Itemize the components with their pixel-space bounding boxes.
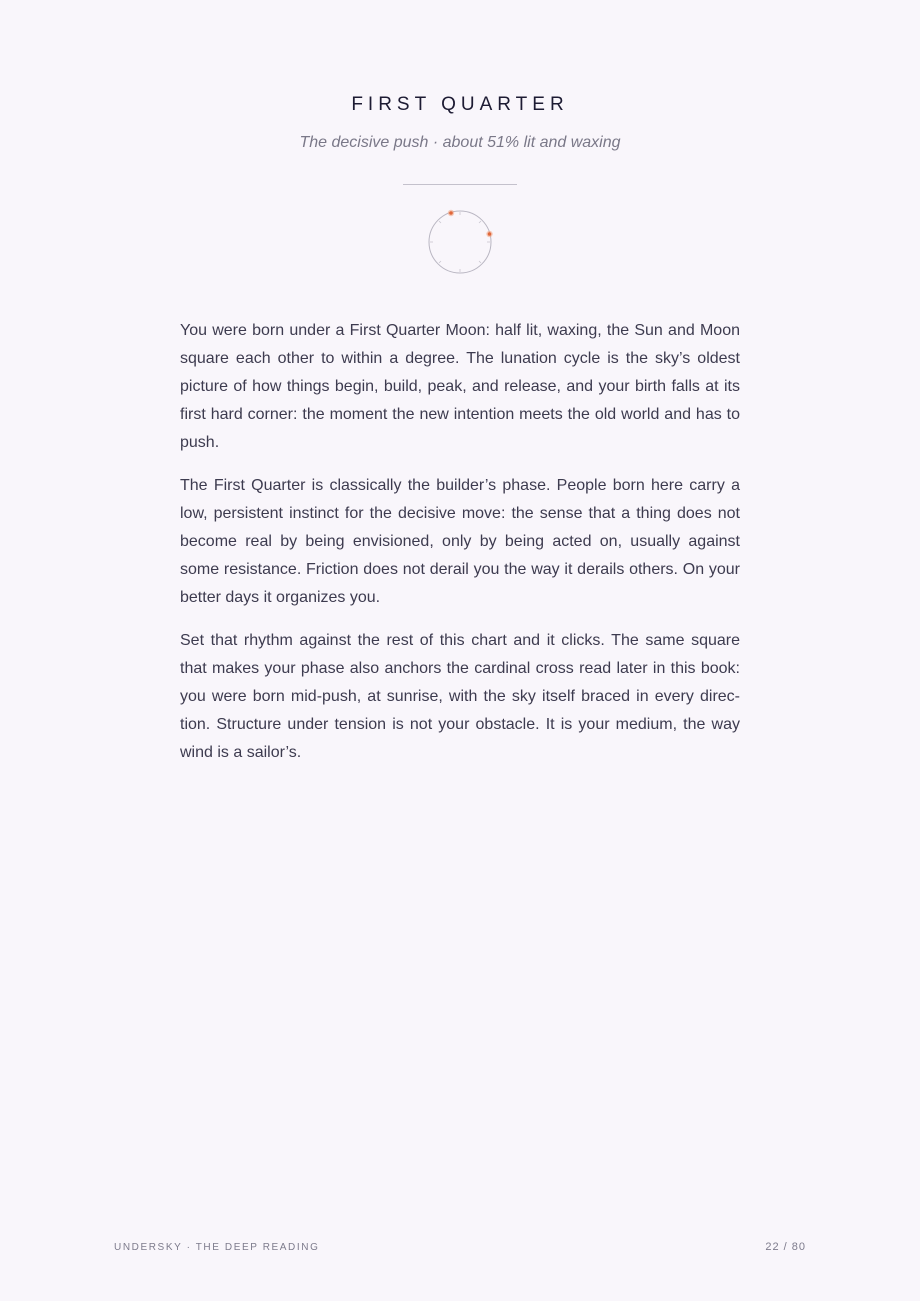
page-subtitle: The decisive push · about 51% lit and waxing: [299, 134, 621, 151]
reading-body: [180, 317, 740, 782]
page-number: 22 / 80: [765, 1241, 806, 1253]
title-divider: [403, 184, 517, 185]
sun-marker-icon: [448, 210, 454, 216]
paragraph: Set that rhythm against the rest of this chart and it clicks. The same square that makes your phase also anchors the cardinal cross read later in this book: you were born mid-push, at sunrise, with the sky itself braced in every direction. Structure under tension is not your obstacle. It is your medium, the way wind is a sailor’s.: [180, 632, 740, 761]
moon-phase-wheel-icon: [424, 205, 496, 277]
moon-marker-icon: [486, 231, 492, 237]
paragraph: The First Quarter is classically the builder’s phase. People born here carry a low, persistent instinct for the decisive move: the sense that a thing does not become real by being envisioned, only by being acted on, usually against some resistance. Friction does not derail you the way it derails others. On your better days it organizes you.: [180, 477, 740, 606]
page-title: FIRST QUARTER: [351, 94, 569, 115]
paragraph: You were born under a First Quarter Moon: half lit, waxing, the Sun and Moon square each other to within a degree. The lunation cycle is the sky’s oldest picture of how things begin, build, peak, and release, and your birth falls at its first hard corner: the moment the new intention meets the old world and has to push.: [180, 322, 740, 451]
footer-book-title: UNDERSKY · THE DEEP READING: [114, 1242, 320, 1253]
